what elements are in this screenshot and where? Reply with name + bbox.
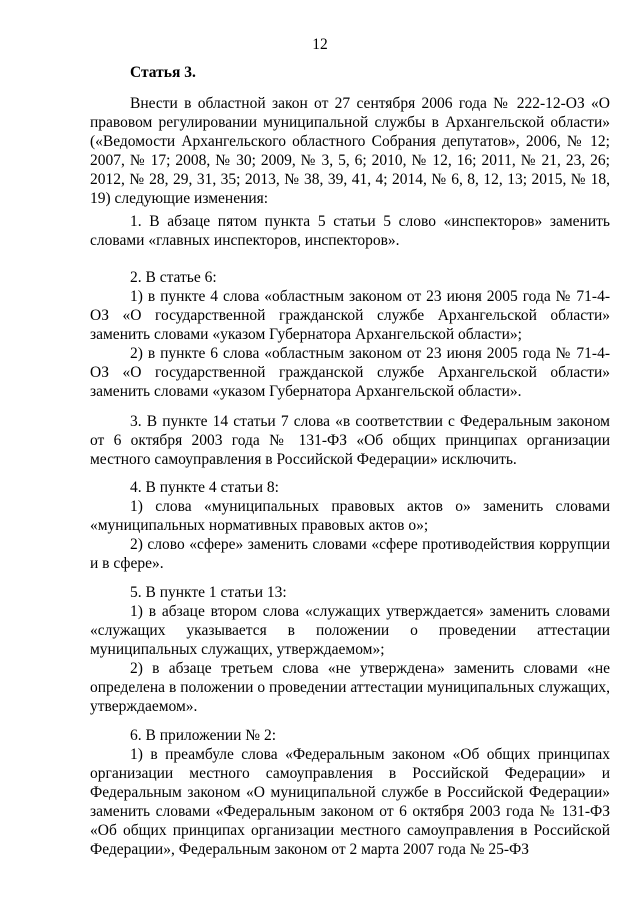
- paragraph-item-5-2: 2) в абзаце третьем слова «не утверждена» заменить словами «не определена в положении о проведении аттестации муниципальных служащих, утверждаемом».: [90, 660, 610, 715]
- paragraph-item-5-1: 1) в абзаце втором слова «служащих утверждается» заменить словами «служащих указывается в положении о проведении аттестации муниципальных служащих, утверждаемом»;: [90, 603, 610, 658]
- paragraph-item-4: 4. В пункте 4 статьи 8:: [130, 479, 279, 496]
- paragraph-item-6: 6. В приложении № 2:: [130, 727, 277, 744]
- paragraph-item-3: 3. В пункте 14 статьи 7 слова «в соответствии с Федеральным законом от 6 октября 2003 года № 131-ФЗ «Об общих принципах организации местного самоуправления в Российской Федерации» исключить.: [90, 413, 610, 468]
- paragraph-item-4-1: 1) слова «муниципальных правовых актов о» заменить словами «муниципальных нормативных правовых актов о»;: [90, 498, 610, 534]
- paragraph-item-2-1: 1) в пункте 4 слова «областным законом от 23 июня 2005 года № 71-4-ОЗ «О государственной гражданской службе Архангельской области» заменить словами «указом Губернатора Архангельской области»;: [90, 288, 610, 343]
- article-heading: Статья 3.: [130, 64, 196, 81]
- paragraph-item-2: 2. В статье 6:: [130, 269, 217, 286]
- paragraph-item-4-2: 2) слово «сфере» заменить словами «сфере противодействия коррупции и в сфере».: [90, 536, 610, 572]
- paragraph-item-2-2: 2) в пункте 6 слова «областным законом от 23 июня 2005 года № 71-4-ОЗ «О государственной гражданской службе Архангельской области» заменить словами «указом Губернатора Архангельской области».: [90, 345, 610, 400]
- paragraph-intro: Внести в областной закон от 27 сентября 2006 года № 222-12-ОЗ «О правовом регулировании муниципальной службы в Архангельской области» («Ведомости Архангельского областного Собрания депутатов», 2006, № 12; 2007, № 17; 2008, № 30; 2009, № 3, 5, 6; 2010, № 12, 16; 2011, № 21, 23, 26; 2012, № 28, 29, 31, 35; 2013, № 38, 39, 41, 4; 2014, № 6, 8, 12, 13; 2015, № 18, 19) следующие изменения:: [90, 95, 610, 207]
- paragraph-item-1: 1. В абзаце пятом пункта 5 статьи 5 слово «инспекторов» заменить словами «главных инспекторов, инспекторов».: [90, 213, 610, 249]
- page-number: 12: [312, 36, 328, 53]
- paragraph-item-5: 5. В пункте 1 статьи 13:: [130, 584, 287, 601]
- paragraph-item-6-1: 1) в преамбуле слова «Федеральным законом «Об общих принципах организации местного самоуправления в Российской Федерации» и Федеральным законом «О муниципальной службе в Российской Федерации» заменить словами «Федеральным законом от 6 октября 2003 года № 131-ФЗ «Об общих принципах организации местного самоуправления в Российской Федерации», Федеральным законом от 2 марта 2007 года № 25-ФЗ: [90, 746, 610, 858]
